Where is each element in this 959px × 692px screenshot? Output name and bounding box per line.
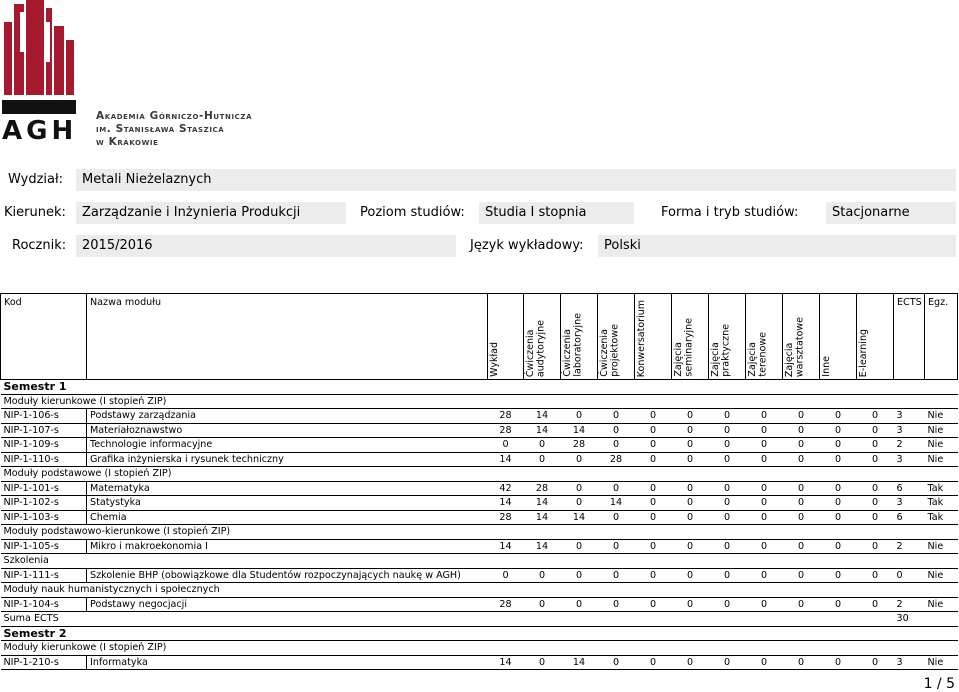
- ects-cell: 3: [894, 496, 925, 511]
- col-header-ects: ECTS: [894, 294, 925, 380]
- exam-cell: Nie: [925, 539, 958, 554]
- module-group-title: Moduły kierunkowe (I stopień ZIP): [1, 641, 958, 656]
- module-row: [1, 438, 958, 453]
- hours-cell: 0: [709, 655, 746, 670]
- hours-cell: 0: [635, 655, 672, 670]
- module-name: Podstawy negocjacji: [87, 597, 488, 612]
- hours-cell: 0: [709, 597, 746, 612]
- hours-cell: 0: [746, 597, 783, 612]
- module-row: [1, 481, 958, 496]
- forma-label: Forma i tryb studiów:: [661, 205, 799, 220]
- hours-cell: 0: [672, 655, 709, 670]
- module-code: NIP-1-107-s: [1, 423, 87, 438]
- hours-cell: 0: [635, 452, 672, 467]
- hours-cell: 0: [672, 452, 709, 467]
- hours-cell: 14: [524, 539, 561, 554]
- exam-cell: Nie: [925, 423, 958, 438]
- module-group-title: Szkolenia: [1, 554, 958, 569]
- hours-cell: 0: [820, 481, 857, 496]
- hours-cell: 0: [709, 423, 746, 438]
- hours-cell: 0: [783, 409, 820, 424]
- hours-cell: 0: [524, 597, 561, 612]
- module-name: Chemia: [87, 510, 488, 525]
- ects-cell: 3: [894, 655, 925, 670]
- hours-cell: 0: [746, 510, 783, 525]
- module-code: NIP-1-110-s: [1, 452, 87, 467]
- module-group-row: [1, 641, 958, 656]
- jezyk-label: Język wykładowy:: [470, 238, 584, 253]
- ects-sum-row: [1, 612, 958, 627]
- col-header-zajecia-terenowe: Zajęcia terenowe: [746, 294, 783, 380]
- exam-cell: Tak: [925, 481, 958, 496]
- module-group-title: Moduły kierunkowe (I stopień ZIP): [1, 394, 958, 409]
- module-name: Grafika inżynierska i rysunek techniczny: [87, 452, 488, 467]
- hours-cell: 0: [857, 481, 894, 496]
- hours-cell: 0: [598, 597, 635, 612]
- hours-cell: 14: [488, 496, 524, 511]
- jezyk-value: Polski: [598, 235, 956, 257]
- agh-logo: [0, 0, 260, 150]
- module-row: [1, 496, 958, 511]
- rocznik-label: Rocznik:: [12, 238, 67, 253]
- hours-cell: 0: [820, 409, 857, 424]
- hours-cell: 0: [857, 409, 894, 424]
- hours-cell: 0: [709, 539, 746, 554]
- hours-cell: 0: [820, 423, 857, 438]
- hours-cell: 0: [524, 452, 561, 467]
- module-code: NIP-1-210-s: [1, 655, 87, 670]
- module-row: [1, 409, 958, 424]
- hours-cell: 0: [857, 423, 894, 438]
- ects-cell: 6: [894, 481, 925, 496]
- hours-cell: 0: [672, 597, 709, 612]
- rocznik-value: 2015/2016: [76, 235, 456, 257]
- hours-cell: 0: [746, 655, 783, 670]
- hours-cell: 0: [820, 510, 857, 525]
- study-plan-table: [0, 293, 958, 670]
- exam-cell: Nie: [925, 655, 958, 670]
- module-row: [1, 568, 958, 583]
- semester-title: Semestr 1: [1, 380, 958, 395]
- col-header-zajecia-warsztatowe: Zajęcia warsztatowe: [783, 294, 820, 380]
- hours-cell: 0: [746, 568, 783, 583]
- hours-cell: 0: [561, 568, 598, 583]
- hours-cell: 0: [635, 423, 672, 438]
- ects-sum-value: 30: [894, 612, 925, 627]
- module-group-row: [1, 394, 958, 409]
- hours-cell: 0: [746, 496, 783, 511]
- hours-cell: 28: [488, 409, 524, 424]
- col-header-cwiczenia-laboratoryjne: Ćwiczenia laboratoryjne: [561, 294, 598, 380]
- module-group-row: [1, 467, 958, 482]
- semester-row: [1, 380, 958, 395]
- module-name: Informatyka: [87, 655, 488, 670]
- hours-cell: 0: [561, 452, 598, 467]
- exam-cell: Nie: [925, 438, 958, 453]
- hours-cell: 28: [561, 438, 598, 453]
- hours-cell: 14: [488, 655, 524, 670]
- hours-cell: 0: [598, 539, 635, 554]
- hours-cell: 0: [783, 452, 820, 467]
- hours-cell: 0: [635, 597, 672, 612]
- module-code: NIP-1-103-s: [1, 510, 87, 525]
- hours-cell: 0: [820, 655, 857, 670]
- hours-cell: 14: [488, 539, 524, 554]
- ects-sum-empty: [925, 612, 958, 627]
- hours-cell: 0: [524, 568, 561, 583]
- ects-cell: 6: [894, 510, 925, 525]
- module-code: NIP-1-106-s: [1, 409, 87, 424]
- exam-cell: Tak: [925, 496, 958, 511]
- module-row: [1, 539, 958, 554]
- hours-cell: 0: [561, 539, 598, 554]
- hours-cell: 14: [524, 496, 561, 511]
- module-name: Matematyka: [87, 481, 488, 496]
- hours-cell: 0: [820, 539, 857, 554]
- module-code: NIP-1-104-s: [1, 597, 87, 612]
- module-row: [1, 655, 958, 670]
- module-name: Szkolenie BHP (obowiązkowe dla Studentów rozpoczynających naukę w AGH): [87, 568, 488, 583]
- hours-cell: 0: [598, 655, 635, 670]
- module-name: Statystyka: [87, 496, 488, 511]
- university-name-line-2: im. Stanisława Staszica: [96, 123, 225, 135]
- hours-cell: 0: [783, 496, 820, 511]
- hours-cell: 14: [561, 655, 598, 670]
- hours-cell: 0: [488, 438, 524, 453]
- hours-cell: 14: [561, 510, 598, 525]
- module-code: NIP-1-105-s: [1, 539, 87, 554]
- hours-cell: 0: [709, 409, 746, 424]
- hours-cell: 0: [709, 496, 746, 511]
- col-header-inne: Inne: [820, 294, 857, 380]
- hours-cell: 0: [746, 539, 783, 554]
- kierunek-label: Kierunek:: [4, 205, 66, 220]
- hours-cell: 0: [746, 438, 783, 453]
- hours-cell: 0: [524, 438, 561, 453]
- hours-cell: 0: [709, 481, 746, 496]
- module-row: [1, 423, 958, 438]
- kierunek-value: Zarządzanie i Inżynieria Produkcji: [76, 202, 346, 224]
- hours-cell: 0: [672, 510, 709, 525]
- ects-cell: 3: [894, 409, 925, 424]
- hours-cell: 0: [635, 409, 672, 424]
- hours-cell: 0: [709, 452, 746, 467]
- page-number: 1 / 5: [923, 676, 955, 692]
- table-header-row: [1, 294, 958, 380]
- col-header-cwiczenia-audytoryjne: Ćwiczenia audytoryjne: [524, 294, 561, 380]
- col-header-zajecia-seminaryjne: Zajęcia seminaryjne: [672, 294, 709, 380]
- module-group-row: [1, 525, 958, 540]
- module-code: NIP-1-111-s: [1, 568, 87, 583]
- module-group-row: [1, 583, 958, 598]
- hours-cell: 14: [524, 409, 561, 424]
- ects-sum-label: Suma ECTS: [1, 612, 894, 627]
- exam-cell: Nie: [925, 409, 958, 424]
- module-group-title: Moduły nauk humanistycznych i społecznych: [1, 583, 958, 598]
- hours-cell: 0: [672, 409, 709, 424]
- col-header-wyklad: Wykład: [488, 294, 524, 380]
- hours-cell: 0: [598, 409, 635, 424]
- hours-cell: 0: [783, 597, 820, 612]
- hours-cell: 0: [672, 568, 709, 583]
- exam-cell: Tak: [925, 510, 958, 525]
- hours-cell: 0: [635, 496, 672, 511]
- hours-cell: 0: [746, 409, 783, 424]
- module-row: [1, 510, 958, 525]
- hours-cell: 0: [598, 438, 635, 453]
- hours-cell: 14: [524, 510, 561, 525]
- hours-cell: 0: [598, 510, 635, 525]
- ects-cell: 3: [894, 452, 925, 467]
- col-header-cwiczenia-projektowe: Ćwiczenia projektowe: [598, 294, 635, 380]
- hours-cell: 0: [561, 496, 598, 511]
- hours-cell: 0: [672, 496, 709, 511]
- ects-cell: 0: [894, 568, 925, 583]
- hours-cell: 0: [635, 510, 672, 525]
- exam-cell: Nie: [925, 568, 958, 583]
- hours-cell: 0: [672, 438, 709, 453]
- module-row: [1, 452, 958, 467]
- agh-letters: AGH: [2, 116, 78, 146]
- hours-cell: 0: [783, 510, 820, 525]
- hours-cell: 0: [857, 655, 894, 670]
- hours-cell: 14: [561, 423, 598, 438]
- hours-cell: 0: [709, 438, 746, 453]
- hours-cell: 0: [820, 438, 857, 453]
- hours-cell: 0: [783, 568, 820, 583]
- col-header-egz: Egz.: [925, 294, 958, 380]
- exam-cell: Nie: [925, 597, 958, 612]
- module-code: NIP-1-102-s: [1, 496, 87, 511]
- hours-cell: 0: [709, 568, 746, 583]
- poziom-label: Poziom studiów:: [360, 205, 465, 220]
- hours-cell: 0: [783, 481, 820, 496]
- hours-cell: 0: [598, 481, 635, 496]
- hours-cell: 0: [746, 481, 783, 496]
- exam-cell: Nie: [925, 452, 958, 467]
- hours-cell: 0: [672, 423, 709, 438]
- wydzial-label: Wydział:: [8, 172, 64, 187]
- module-group-title: Moduły podstawowe (I stopień ZIP): [1, 467, 958, 482]
- ects-cell: 2: [894, 539, 925, 554]
- hours-cell: 0: [561, 481, 598, 496]
- hours-cell: 0: [524, 655, 561, 670]
- ects-cell: 2: [894, 597, 925, 612]
- hours-cell: 28: [488, 597, 524, 612]
- hours-cell: 0: [746, 452, 783, 467]
- module-code: NIP-1-109-s: [1, 438, 87, 453]
- hours-cell: 0: [488, 568, 524, 583]
- hours-cell: 0: [635, 568, 672, 583]
- col-header-zajecia-praktyczne: Zajęcia praktyczne: [709, 294, 746, 380]
- hours-cell: 0: [598, 423, 635, 438]
- hours-cell: 0: [746, 423, 783, 438]
- hours-cell: 0: [857, 452, 894, 467]
- hours-cell: 0: [672, 539, 709, 554]
- hours-cell: 0: [857, 496, 894, 511]
- module-name: Podstawy zarządzania: [87, 409, 488, 424]
- module-name: Mikro i makroekonomia I: [87, 539, 488, 554]
- hours-cell: 0: [783, 655, 820, 670]
- semester-row: [1, 626, 958, 641]
- hours-cell: 14: [488, 452, 524, 467]
- hours-cell: 0: [561, 409, 598, 424]
- hours-cell: 42: [488, 481, 524, 496]
- forma-value: Stacjonarne: [826, 202, 956, 224]
- hours-cell: 0: [857, 510, 894, 525]
- hours-cell: 14: [598, 496, 635, 511]
- hours-cell: 0: [635, 539, 672, 554]
- hours-cell: 0: [598, 568, 635, 583]
- col-header-konwersatorium: Konwersatorium: [635, 294, 672, 380]
- poziom-value: Studia I stopnia: [479, 202, 634, 224]
- module-code: NIP-1-101-s: [1, 481, 87, 496]
- wydzial-value: Metali Nieżelaznych: [76, 169, 956, 191]
- hours-cell: 0: [820, 568, 857, 583]
- hours-cell: 28: [524, 481, 561, 496]
- hours-cell: 0: [857, 438, 894, 453]
- semester-title: Semestr 2: [1, 626, 958, 641]
- hours-cell: 0: [857, 539, 894, 554]
- hours-cell: 28: [488, 510, 524, 525]
- hours-cell: 0: [820, 452, 857, 467]
- module-group-title: Moduły podstawowo-kierunkowe (I stopień ZIP): [1, 525, 958, 540]
- module-group-row: [1, 554, 958, 569]
- module-row: [1, 597, 958, 612]
- ects-cell: 2: [894, 438, 925, 453]
- hours-cell: 0: [635, 481, 672, 496]
- hours-cell: 28: [488, 423, 524, 438]
- hours-cell: 14: [524, 423, 561, 438]
- hours-cell: 28: [598, 452, 635, 467]
- hours-cell: 0: [857, 568, 894, 583]
- col-header-kod: Kod: [1, 294, 87, 380]
- university-name-line-3: w Krakowie: [96, 136, 159, 148]
- module-name: Materiałoznawstwo: [87, 423, 488, 438]
- col-header-elearning: E-learning: [857, 294, 894, 380]
- hours-cell: 0: [857, 597, 894, 612]
- hours-cell: 0: [635, 438, 672, 453]
- module-name: Technologie informacyjne: [87, 438, 488, 453]
- university-name-line-1: Akademia Górniczo-Hutnicza: [96, 110, 253, 122]
- hours-cell: 0: [820, 597, 857, 612]
- hours-cell: 0: [820, 496, 857, 511]
- hours-cell: 0: [783, 438, 820, 453]
- hours-cell: 0: [783, 423, 820, 438]
- hours-cell: 0: [709, 510, 746, 525]
- hours-cell: 0: [561, 597, 598, 612]
- hours-cell: 0: [783, 539, 820, 554]
- ects-cell: 3: [894, 423, 925, 438]
- col-header-nazwa: Nazwa modułu: [87, 294, 488, 380]
- hours-cell: 0: [672, 481, 709, 496]
